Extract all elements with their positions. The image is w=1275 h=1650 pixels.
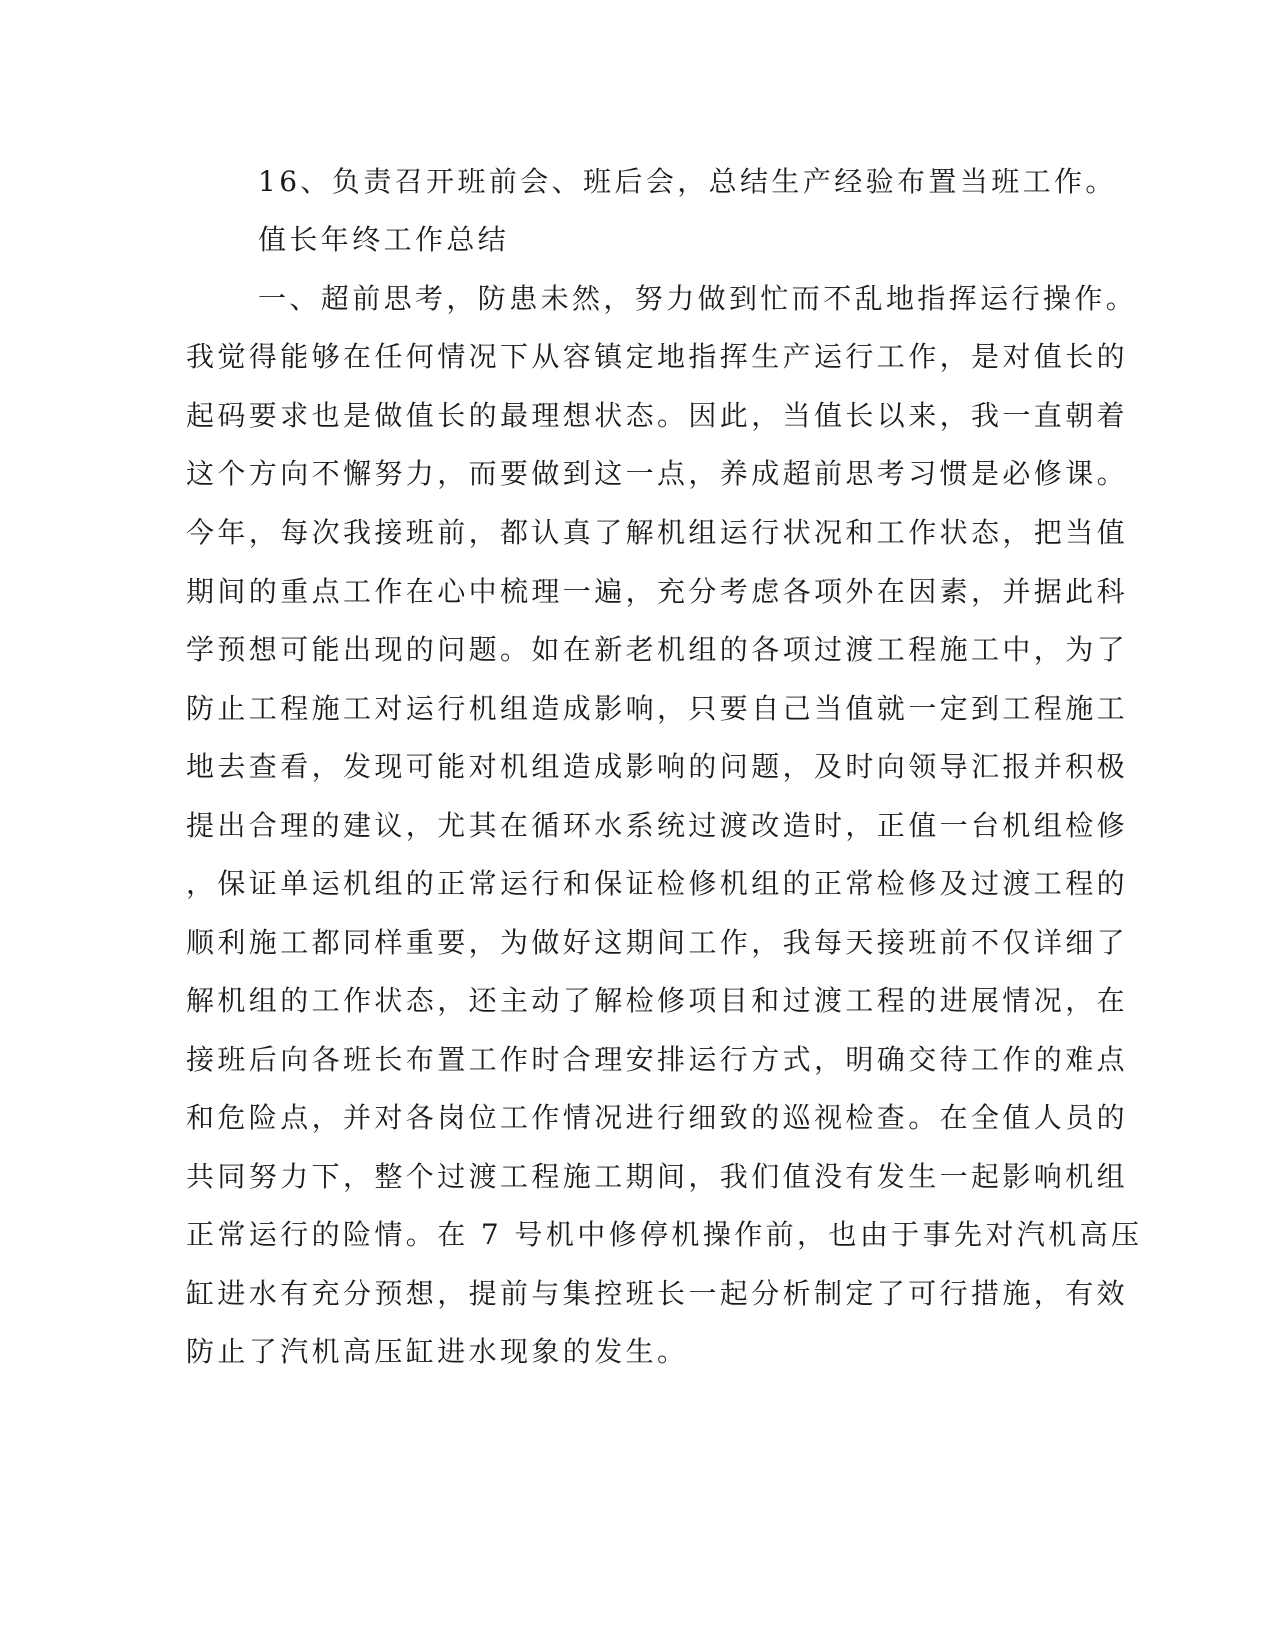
paragraph-line: 解机组的工作状态，还主动了解检修项目和过渡工程的进展情况，在: [186, 984, 1129, 1017]
paragraph-line: 防止了汽机高压缸进水现象的发生。: [186, 1335, 689, 1368]
paragraph-line: 缸进水有充分预想，提前与集控班长一起分析制定了可行措施，有效: [186, 1277, 1129, 1310]
paragraph-line: 学预想可能出现的问题。如在新老机组的各项过渡工程施工中，为了: [186, 633, 1129, 666]
paragraph-line: 今年，每次我接班前，都认真了解机组运行状况和工作状态，把当值: [186, 516, 1129, 549]
paragraph-line: 我觉得能够在任何情况下从容镇定地指挥生产运行工作，是对值长的: [186, 340, 1129, 373]
paragraph-line: 和危险点，并对各岗位工作情况进行细致的巡视检查。在全值人员的: [186, 1101, 1129, 1134]
paragraph-line: 期间的重点工作在心中梳理一遍，充分考虑各项外在因素，并据此科: [186, 575, 1129, 608]
paragraph-line: 防止工程施工对运行机组造成影响，只要自己当值就一定到工程施工: [186, 692, 1129, 725]
paragraph-line: 这个方向不懈努力，而要做到这一点，养成超前思考习惯是必修课。: [186, 457, 1129, 490]
paragraph-line: 正常运行的险情。在 7 号机中修停机操作前，也由于事先对汽机高压: [186, 1218, 1143, 1251]
paragraph-heading: 一、超前思考，防患未然，努力做到忙而不乱地指挥运行操作。: [258, 282, 1138, 315]
paragraph-line: 提出合理的建议，尤其在循环水系统过渡改造时，正值一台机组检修: [186, 809, 1129, 842]
paragraph-line: 共同努力下，整个过渡工程施工期间，我们值没有发生一起影响机组: [186, 1160, 1129, 1193]
paragraph-line: 地去查看，发现可能对机组造成影响的问题，及时向领导汇报并积极: [186, 750, 1129, 783]
paragraph-line: ，保证单运机组的正常运行和保证检修机组的正常检修及过渡工程的: [186, 867, 1129, 900]
paragraph-line: 起码要求也是做值长的最理想状态。因此，当值长以来，我一直朝着: [186, 399, 1129, 432]
item-16-text: 16、负责召开班前会、班后会，总结生产经验布置当班工作。: [258, 165, 1117, 198]
paragraph-line: 顺利施工都同样重要，为做好这期间工作，我每天接班前不仅详细了: [186, 926, 1129, 959]
paragraph-line: 接班后向各班长布置工作时合理安排运行方式，明确交待工作的难点: [186, 1043, 1129, 1076]
section-title: 值长年终工作总结: [258, 223, 510, 256]
